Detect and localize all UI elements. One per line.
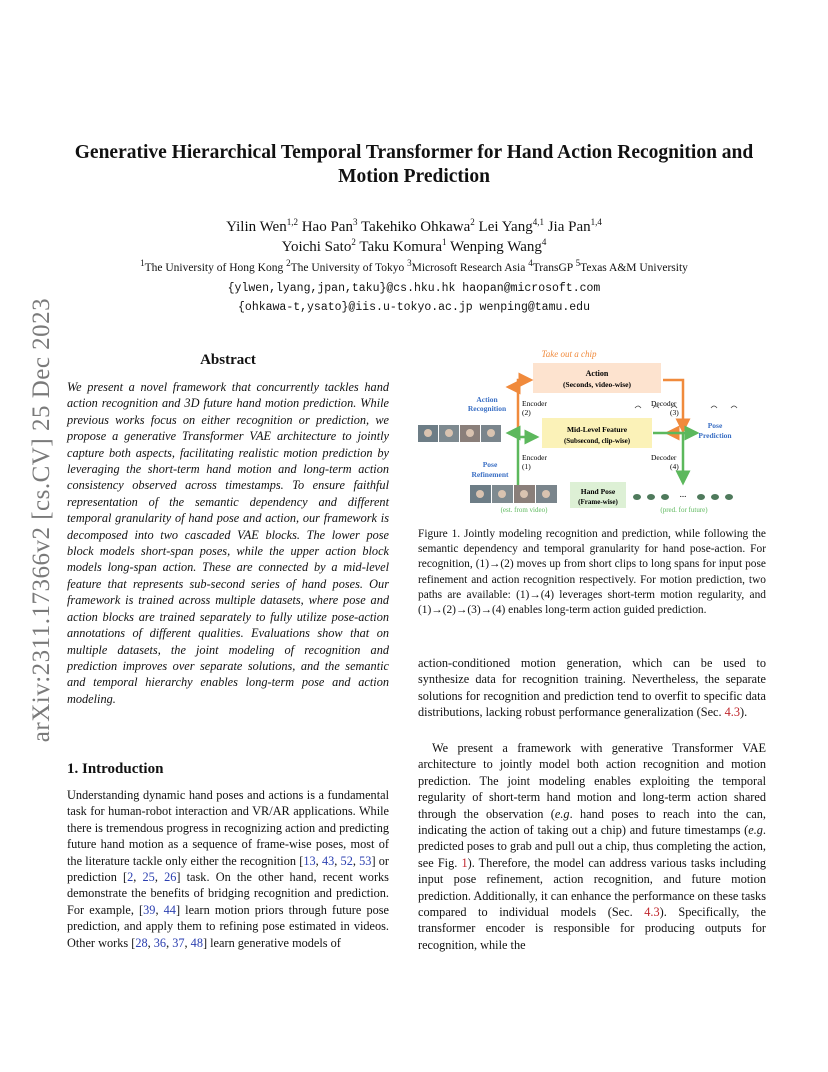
citation-link[interactable]: 39 xyxy=(143,902,156,917)
body-paragraph xyxy=(418,655,766,721)
affil-name: Microsoft Research Asia xyxy=(411,262,529,274)
intro-text: Understanding dynamic hand poses and actions is a fundamental task for human-robot interaction and VR/AR applications. While there is tremendous progress in recognizing action and predicting future hand motion as a sequence of frame-wise poses, most of the literature tackle only either the recognition [ xyxy=(67,788,389,868)
citation-link[interactable]: 13 xyxy=(303,853,316,868)
affiliations xyxy=(60,258,768,276)
affil-name: The University of Hong Kong xyxy=(144,262,287,274)
author-name: Lei Yang xyxy=(478,219,533,235)
pose-refinement-label: Refinement xyxy=(471,470,509,479)
mid-level-subtitle: (Subsecond, clip-wise) xyxy=(563,437,631,445)
citation-link[interactable]: 36 xyxy=(153,935,167,950)
hand-pose-title: Hand Pose xyxy=(580,487,616,496)
video-frames-upper xyxy=(418,425,501,442)
citation-link[interactable]: 2 xyxy=(127,870,134,885)
affil-name: Texas A&M University xyxy=(580,262,688,274)
citation-link[interactable]: 37 xyxy=(172,935,185,950)
mid-level-title: Mid-Level Feature xyxy=(566,425,628,434)
arxiv-side-label: arXiv:2311.17366v2 [cs.CV] 25 Dec 2023 xyxy=(28,297,55,743)
author-name: Jia Pan xyxy=(547,219,591,235)
email-line-2: {ohkawa-t,ysato}@iis.u-tokyo.ac.jp wenping@tamu.edu xyxy=(238,301,590,314)
citation-link[interactable]: 25 xyxy=(142,870,155,885)
abstract-text: We present a novel framework that concurrently tackles hand action recognition and 3D future hand motion prediction. While previous works focus on either recognition or prediction, we propose a generative Transformer VAE architecture to jointly capture both aspects, facilitating realistic motion prediction by leveraging the short-term hand motion and long-term action consistency observed across timestamps. To ensure faithful representation of the semantic dependency and different temporal granularity of hand pose and action, our framework is decomposed into two cascaded VAE blocks. The lower pose block models short-span poses, while the upper action block models long-span action. These are connected by a mid-level feature that represents sub-second series of hand poses. Our framework is trained across multiple datasets, where pose and action blocks are trained separately to fully utilize pose-action annotations of different qualities. Evaluations show that on multiple datasets, the joint modeling of recognition and prediction improves over separate solutions, and the semantic and temporal hierarchy enables long-term pose and action modeling. xyxy=(67,380,389,706)
affil-mark: 1 xyxy=(140,258,145,269)
author-name: Takehiko Ohkawa xyxy=(360,219,471,235)
body-text: We present a framework with generative Transformer VAE architecture to jointly model both action recognition and motion prediction. The joint modeling enables exploiting the temporal regularity of short-term hand motion and long-term action shared through the observation ( xyxy=(418,741,766,821)
affil-name: The University of Tokyo xyxy=(290,262,408,274)
author-name: Wenping Wang xyxy=(450,239,542,255)
encoder-1-label: Encoder xyxy=(522,453,547,462)
intro-text: ] task. On the other hand, recent works demonstrate the benefits of bridging recognition and prediction. For example, [ xyxy=(67,870,389,917)
citation-link[interactable]: 52 xyxy=(340,853,353,868)
affil-name: TransGP xyxy=(532,262,576,274)
action-recognition-label: Action xyxy=(476,395,498,404)
intro-text: ] or prediction [ xyxy=(67,853,390,885)
author-list xyxy=(80,217,748,257)
section-heading-introduction: 1. Introduction xyxy=(67,761,164,777)
pose-refinement-label: Pose xyxy=(482,460,498,469)
citation-link[interactable]: 26 xyxy=(164,870,177,885)
decoder-4-number: (4) xyxy=(670,462,679,471)
section-ref-link[interactable]: 4.3 xyxy=(724,705,741,720)
citation-link[interactable]: 48 xyxy=(190,935,203,950)
body-text: e.g xyxy=(554,806,570,821)
decoder-3-label: Decoder xyxy=(651,399,677,408)
author-affil-mark: 1 xyxy=(442,237,447,247)
pose-sequence-ellipsis: ... xyxy=(679,489,687,499)
body-text: action-conditioned motion generation, which can be used to synthesize data for recognition training. Nevertheless, the separate solutions for recognition and prediction tend to overfit to specific data distributions, lacking robust performance generalization (Sec. xyxy=(418,656,766,720)
body-text: ). Specifically, the transformer encoder is responsible for producing outputs for recognition, while the xyxy=(418,905,766,952)
affil-mark: 4 xyxy=(528,258,533,269)
citation-link[interactable]: 53 xyxy=(359,853,372,868)
action-example-label: Take out a chip xyxy=(541,349,597,359)
author-affil-mark: 4,1 xyxy=(532,217,544,227)
author-name: Yoichi Sato xyxy=(281,239,352,255)
author-affil-mark: 2 xyxy=(351,237,356,247)
pose-prediction-label: Prediction xyxy=(698,431,732,440)
action-recognition-label: Recognition xyxy=(467,404,507,413)
action-box-subtitle: (Seconds, video-wise) xyxy=(563,380,631,389)
video-frames-lower xyxy=(470,485,557,503)
affil-mark: 3 xyxy=(407,258,412,269)
body-text: ). xyxy=(740,705,748,720)
intro-text: ] learn generative models of xyxy=(202,935,341,950)
pose-prediction-label: Pose xyxy=(707,421,723,430)
pred-for-future-label: (pred. for future) xyxy=(660,506,708,514)
citation-link[interactable]: 28 xyxy=(135,935,148,950)
decoder-4-label: Decoder xyxy=(651,453,677,462)
affil-mark: 5 xyxy=(575,258,581,269)
author-affil-mark: 4 xyxy=(541,237,547,247)
author-affil-mark: 1,2 xyxy=(286,217,298,227)
est-from-video-label: (est. from video) xyxy=(500,506,548,514)
author-affil-mark: 2 xyxy=(470,217,475,227)
hand-pose-subtitle: (Frame-wise) xyxy=(578,498,618,506)
citation-link[interactable]: 43 xyxy=(321,853,335,868)
decoder-3-number: (3) xyxy=(670,408,679,417)
affil-mark: 2 xyxy=(286,258,291,269)
encoder-2-label: Encoder xyxy=(522,399,547,408)
figure-ref-link[interactable]: 1 xyxy=(461,855,468,870)
author-name: Yilin Wen xyxy=(226,219,287,235)
paper-title: Generative Hierarchical Temporal Transformer for Hand Action Recognition and Motion Prediction xyxy=(74,142,754,187)
figure-1-diagram xyxy=(415,345,765,517)
author-name: Taku Komura xyxy=(359,239,443,255)
citation-link[interactable]: 44 xyxy=(163,902,176,917)
action-box-title: Action xyxy=(585,369,609,378)
body-text: e.g xyxy=(748,823,763,838)
author-affil-mark: 3 xyxy=(352,217,358,227)
body-paragraph xyxy=(418,740,766,953)
intro-paragraph: Understanding dynamic hand poses and actions is a fundamental task for human-robot interaction and VR/AR applications. While there is tremendous progress in recognizing action and predicting future hand motion as a sequence of frame-wise poses, most of the literature tackle only either the recognition [13, 43, 52, 53] or prediction [2, 25, 26] task. On the other hand, recent works demonstrate the benefits of bridging recognition and prediction. For example, [39, 44] learn motion priors through future pose prediction, and apply them to refining pose estimated in videos. Other works [28, 36, 37, 48] learn generative models of xyxy=(67,788,390,950)
intro-text: ] learn motion priors through future pose prediction, and apply them to refining pose estimated in videos. Other works [ xyxy=(67,902,389,950)
figure-caption: Figure 1. Jointly modeling recognition and prediction, while following the semantic dependency and temporal granularity for hand pose-action. For recognition, (1)→(2) moves up from short clips to long spans for input pose refinement and action recognition respectively. For motion prediction, two paths are available: (1)→(4) leverages short-term motion regularity, and (1)→(2)→(3)→(4) enables long-term action guided prediction. xyxy=(418,528,766,617)
body-text: . hand poses to reach into the can, indicating the action of taking out a chip) and future timestamps ( xyxy=(418,806,767,838)
encoder-1-number: (1) xyxy=(522,462,531,471)
body-text: ). Therefore, the model can address various tasks including input pose refinement, action recognition, and future motion prediction. Additionally, it can enhance the performance on these tasks compared to individual models (Sec. xyxy=(418,855,767,920)
email-line-1: {ylwen,lyang,jpan,taku}@cs.hku.hk haopan@microsoft.com xyxy=(227,282,601,295)
author-affil-mark: 1,4 xyxy=(590,217,602,227)
body-text: . predicted poses to grab and pull out a chip, thus completing the action, see Fig. xyxy=(418,823,766,870)
section-ref-link[interactable]: 4.3 xyxy=(644,905,660,920)
encoder-2-number: (2) xyxy=(522,408,531,417)
abstract-heading: Abstract xyxy=(200,352,256,368)
author-name: Hao Pan xyxy=(301,219,353,235)
